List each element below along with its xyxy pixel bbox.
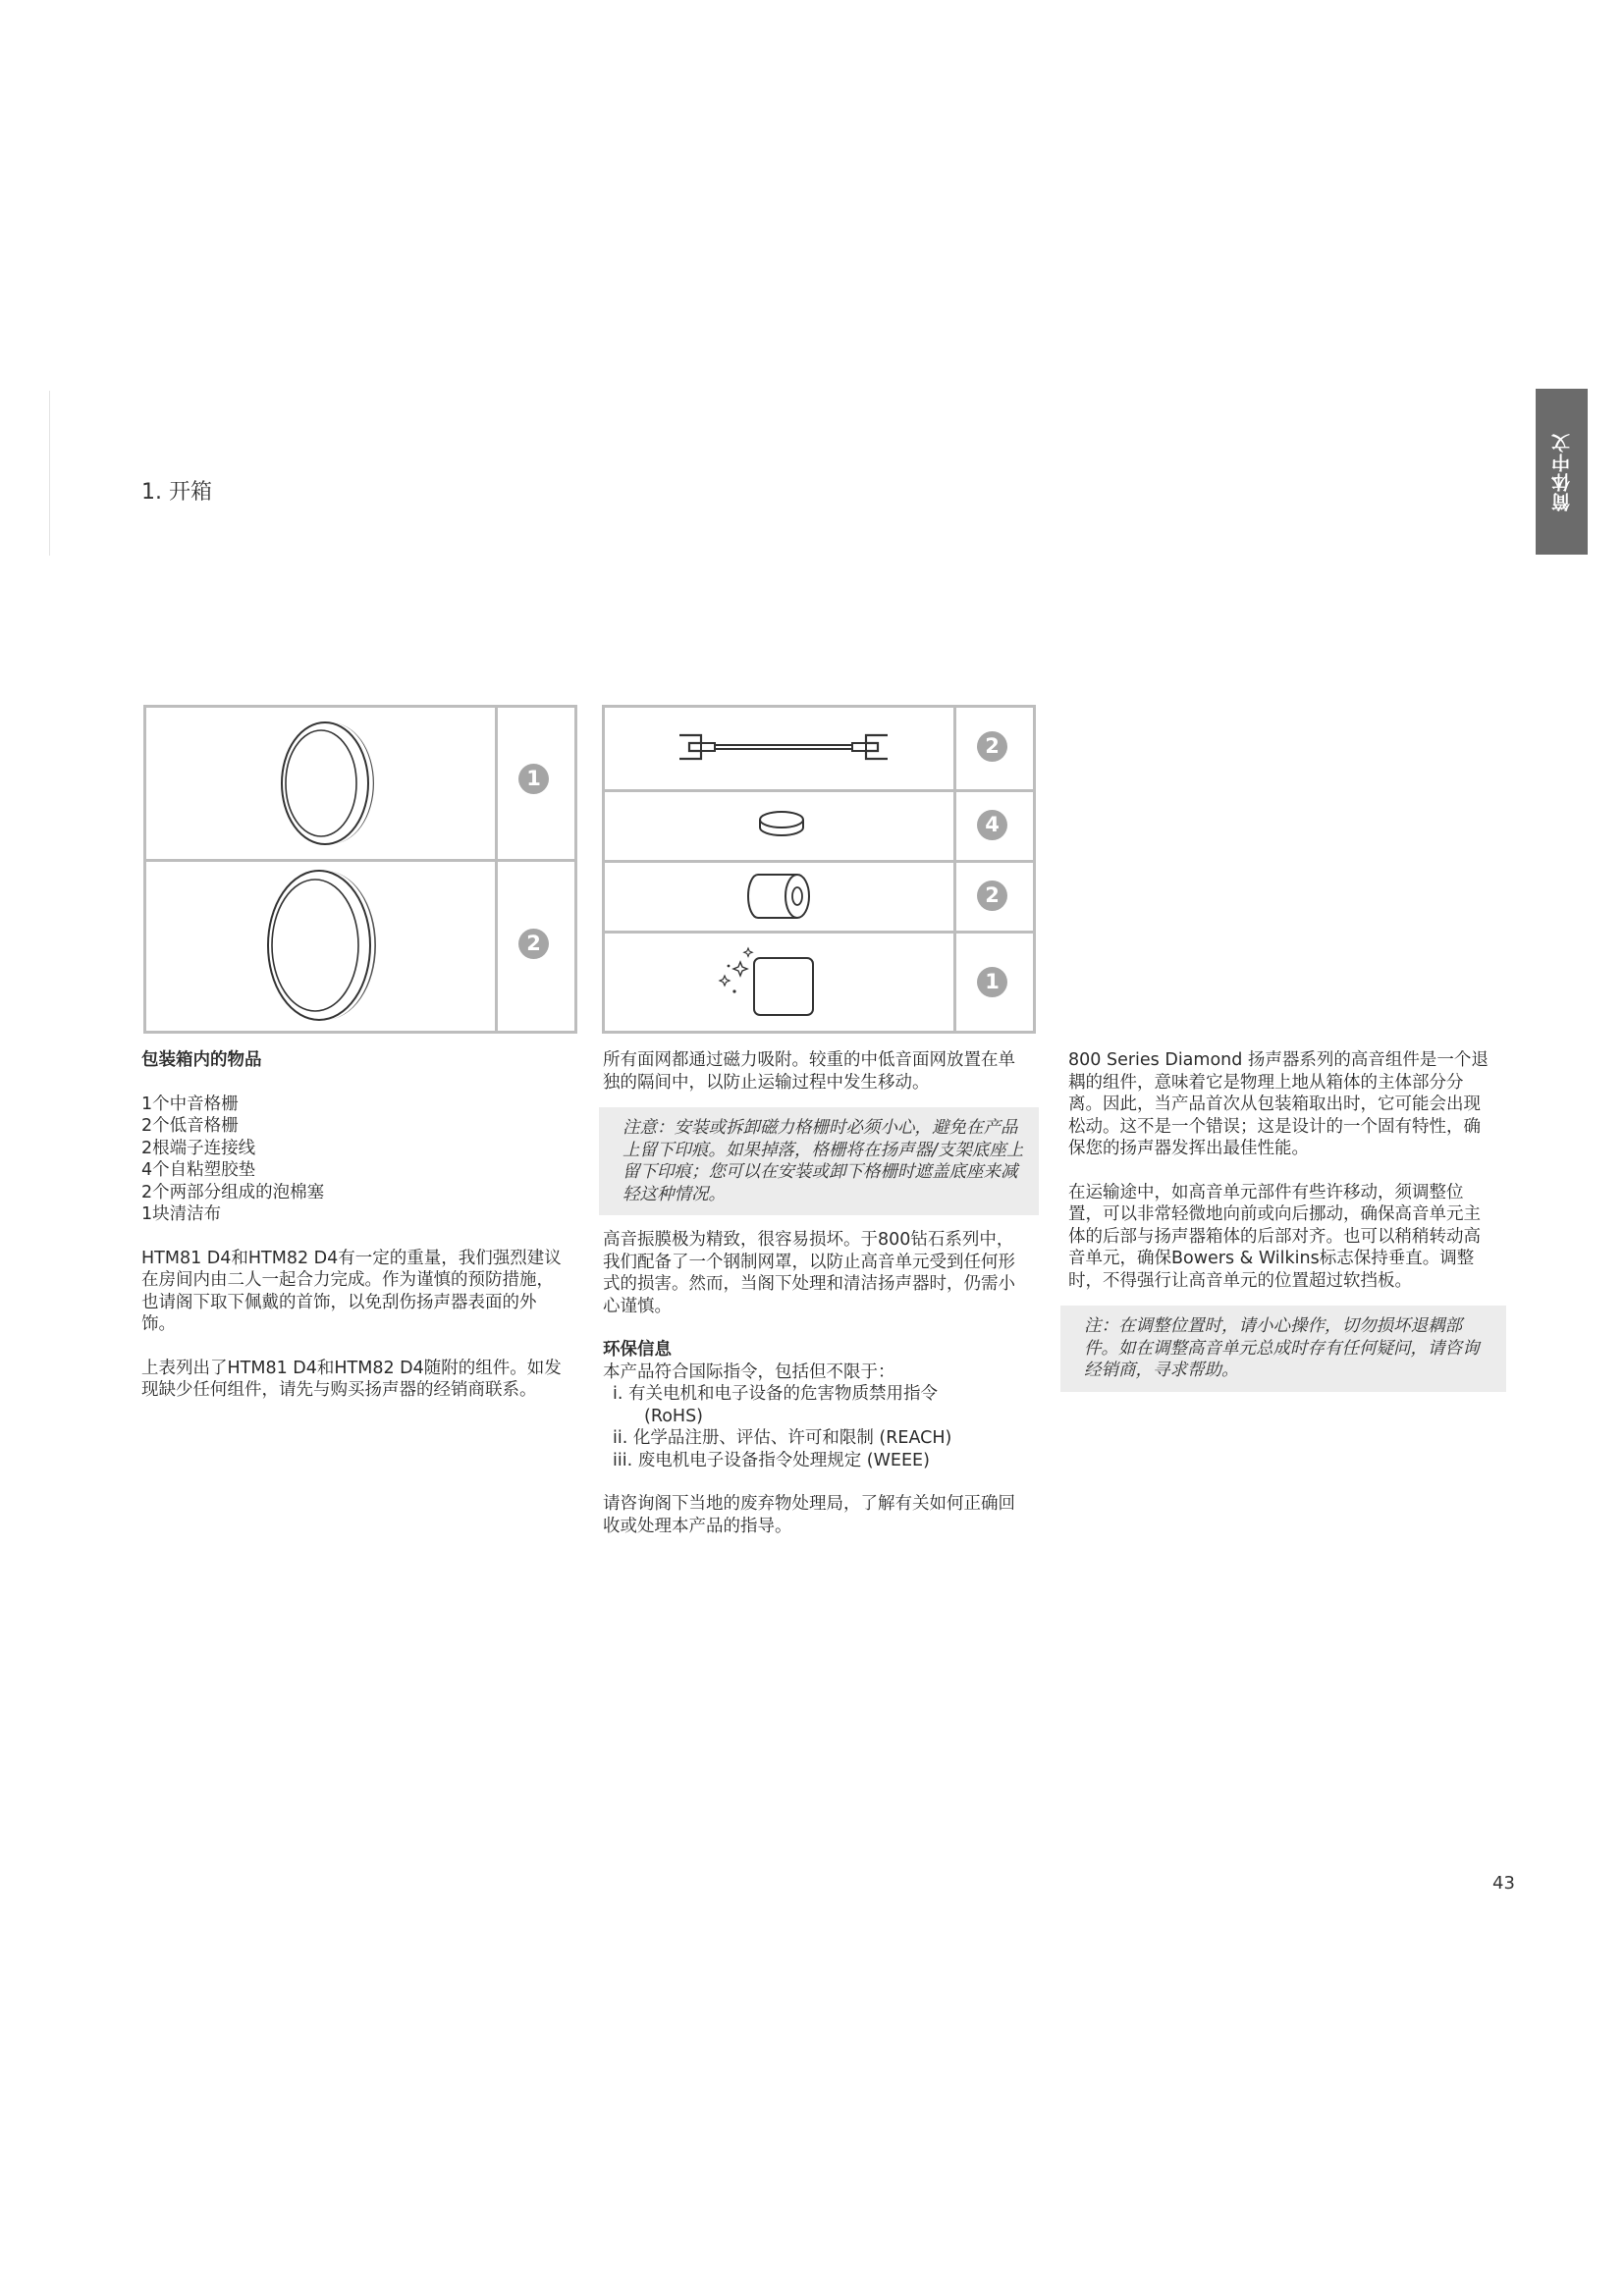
directive-list (603, 1383, 1025, 1471)
rubber-pad-icon (752, 806, 811, 845)
grille-paragraph: 所有面网都通过磁力吸附。较重的中低音面网放置在单独的隔间中，以防止运输过程中发生移动。 (603, 1050, 1015, 1093)
column-contents (141, 1049, 569, 1402)
section-title: 1. 开箱 (141, 480, 212, 505)
table-row (605, 860, 1033, 931)
language-tab-label: 简体中文 (1551, 432, 1573, 511)
quantity-badge: 1 (977, 967, 1007, 997)
cleaning-cloth-icon (715, 944, 823, 1023)
quantity-badge: 1 (518, 764, 549, 794)
list-item: (RoHS) (644, 1406, 704, 1426)
weight-warning-paragraph: HTM81 D4和HTM82 D4有一定的重量，我们强烈建议在房间内由二人一起合力完成。作为谨慎的预防措施，也请阁下取下佩戴的首饰，以免刮伤扬声器表面的外饰。 (141, 1248, 562, 1334)
language-tab (1536, 389, 1588, 555)
environment-intro: 本产品符合国际指令，包括但不限于： (603, 1362, 895, 1382)
tweeter-caution-text: 注：在调整位置时，请小心操作，切勿损坏退耦部件。如在调整高音单元总成时存有任何疑问，请咨询经销商，寻求帮助。 (1084, 1316, 1480, 1380)
tweeter-paragraph: 高音振膜极为精致，很容易损坏。于800钻石系列中，我们配备了一个钢制网罩，以防止高音单元受到任何形式的损害。然而，当阁下处理和清洁扬声器时，仍需小心谨慎。 (603, 1230, 1015, 1316)
tweeter-caution-note (1060, 1306, 1506, 1392)
column-grilles-environment (603, 1049, 1025, 1537)
quantity-badge: 4 (977, 810, 1007, 840)
decoupled-tweeter-paragraph: 800 Series Diamond 扬声器系列的高音组件是一个退耦的组件，意味着它是物理上地从箱体的主体部分分离。因此，当产品首次从包装箱取出时，它可能会出现松动。这不是一个错误；这是设计的一个固有特性，确保您的扬声器发挥出最佳性能。 (1068, 1050, 1489, 1158)
list-item: 2根端子连接线 (141, 1138, 256, 1158)
recycling-paragraph: 请咨询阁下当地的废弃物处理局，了解有关如何正确回收或处理本产品的指导。 (603, 1494, 1015, 1536)
terminal-link-cable-icon (676, 727, 892, 767)
foam-bung-icon (742, 869, 821, 924)
list-item: 2个两部分组成的泡棉塞 (141, 1182, 325, 1202)
table-row (605, 789, 1033, 860)
table-row (605, 708, 1033, 789)
list-item: 1个中音格栅 (141, 1094, 239, 1114)
quantity-badge: 2 (977, 881, 1007, 911)
list-item: ii. 化学品注册、评估、许可和限制 (REACH) (613, 1428, 952, 1448)
missing-components-paragraph: 上表列出了HTM81 D4和HTM82 D4随附的组件。如发现缺少任何组件，请先与购买扬声器的经销商联系。 (141, 1358, 562, 1400)
large-grille-icon (254, 862, 382, 1029)
tweeter-adjust-paragraph: 在运输途中，如高音单元部件有些许移动，须调整位置，可以非常轻微地向前或向后挪动，确保高音单元主体的后部与扬声器箱体的后部对齐。也可以稍稍转动高音单元，确保Bowers & Wilkins标志保持垂直。调整时，不得强行让高音单元的位置超过软挡板。 (1068, 1182, 1481, 1291)
table-row (146, 708, 574, 859)
contents-table-grilles (143, 705, 577, 1034)
column-tweeter (1068, 1049, 1490, 1392)
quantity-badge: 2 (518, 929, 549, 959)
page-number: 43 (1492, 1873, 1515, 1894)
grille-caution-note (599, 1107, 1039, 1215)
quantity-badge: 2 (977, 731, 1007, 762)
contents-list (141, 1094, 569, 1226)
list-item: 4个自粘塑胶垫 (141, 1160, 256, 1180)
margin-rule (49, 391, 50, 556)
list-item: i. 有关电机和电子设备的危害物质禁用指令 (613, 1384, 938, 1404)
list-item: 1块清洁布 (141, 1204, 222, 1224)
contents-heading: 包装箱内的物品 (141, 1050, 262, 1070)
contents-table-accessories (602, 705, 1036, 1034)
list-item: iii. 废电机电子设备指令处理规定 (WEEE) (613, 1450, 930, 1470)
small-grille-icon (264, 710, 382, 857)
list-item: 2个低音格栅 (141, 1116, 239, 1136)
table-row (146, 859, 574, 1031)
environment-heading: 环保信息 (603, 1340, 672, 1360)
table-row (605, 931, 1033, 1031)
grille-caution-text: 注意：安装或拆卸磁力格栅时必须小心，避免在产品上留下印痕。如果掉落，格栅将在扬声器/支架底座上留下印痕；您可以在安装或卸下格栅时遮盖底座来减轻这种情况。 (623, 1118, 1024, 1204)
